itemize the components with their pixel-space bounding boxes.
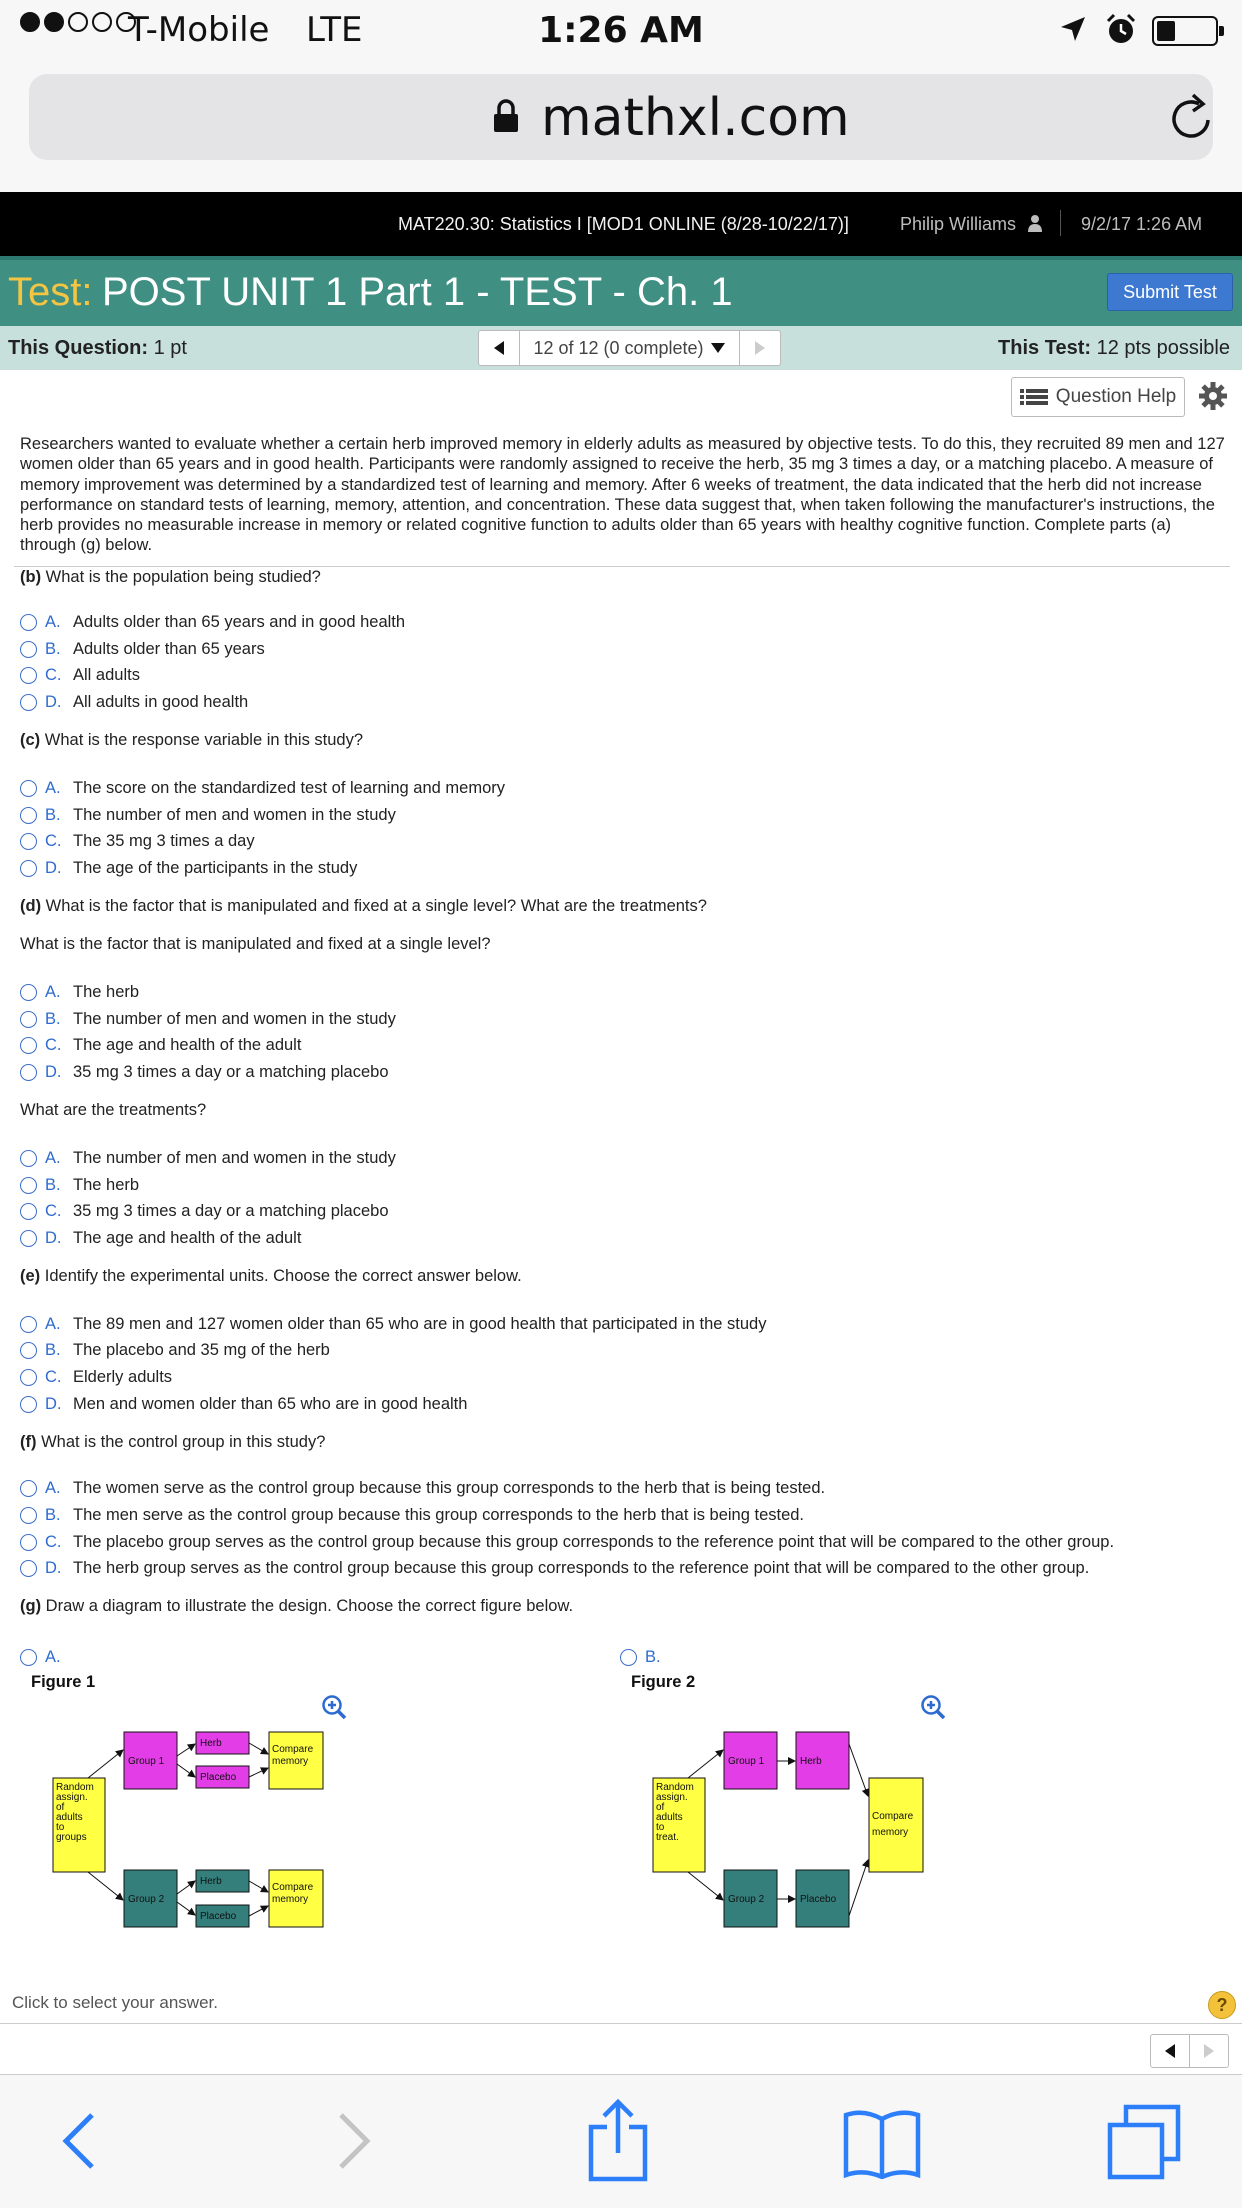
radio-button [20, 1150, 37, 1167]
question-content [20, 434, 1225, 566]
part-d-subprompt-treatments: What are the treatments? [20, 1101, 207, 1119]
radio-button [20, 641, 37, 658]
next-question-button[interactable] [739, 330, 781, 366]
part-d-factor-option-a[interactable]: A. The herb [20, 983, 139, 1002]
radio-button [20, 1649, 37, 1666]
part-e-option-b[interactable]: B. The placebo and 35 mg of the herb [20, 1341, 330, 1360]
battery-icon [1152, 16, 1218, 46]
list-icon [1020, 387, 1050, 407]
previous-page-button[interactable] [1150, 2034, 1190, 2068]
part-d-factor-option-d[interactable]: D. 35 mg 3 times a day or a matching placebo [20, 1063, 389, 1082]
radio-button [20, 667, 37, 684]
test-prefix: Test: [8, 270, 93, 314]
figure-2-diagram [640, 1720, 940, 1940]
group-1-herb-label: Herb [200, 1738, 222, 1749]
radio-button [20, 1507, 37, 1524]
part-g-prompt: (g) Draw a diagram to illustrate the design. Choose the correct figure below. [20, 1597, 574, 1615]
radio-button [20, 984, 37, 1001]
part-d-treatment-option-d[interactable]: D. The age and health of the adult [20, 1229, 301, 1248]
share-icon[interactable] [587, 2099, 649, 2188]
group-1-label: Group 1 [728, 1756, 765, 1767]
radio-button [20, 1203, 37, 1220]
reload-icon[interactable] [1169, 92, 1215, 147]
figure-1-title: Figure 1 [31, 1673, 96, 1691]
part-c-option-b[interactable]: B. The number of men and women in the study [20, 806, 396, 825]
question-intro: Researchers wanted to evaluate whether a certain herb improved memory in elderly adults as measured by objective tests. To do this, they recruited 89 men and 127 women older than 65 years and in good health. Participants were randomly assigned to receive the herb, 35 mg 3 times a day, or a matching placebo. A measure of memory improvement was determined by a standardized test of learning and memory. After 6 weeks of treatment, the data indicated that the herb did not increase performance on standard tests of learning, memory, attention, and concentration. These data suggest that, when taken following the manufacturer's instructions, the herb provides no measurable increase in memory or related cognitive function to adults older than 65 years with healthy cognitive function. Complete parts (a) through (g) below. [20, 435, 1225, 555]
radio-button [20, 1342, 37, 1359]
radio-button [20, 833, 37, 850]
figure-2-title: Figure 2 [631, 1673, 696, 1691]
triangle-right-icon [1202, 2043, 1216, 2059]
question-help-button[interactable]: Question Help [1011, 377, 1185, 417]
compare-memory-box [869, 1778, 923, 1872]
radio-button [20, 1064, 37, 1081]
compare-memory-label-1: Compare memory [272, 1744, 314, 1767]
part-e-prompt: (e) Identify the experimental units. Choose the correct answer below. [20, 1267, 522, 1285]
radio-button [20, 1534, 37, 1551]
radio-button [20, 694, 37, 711]
group-2-label: Group 2 [728, 1894, 765, 1905]
part-d-treatment-option-b[interactable]: B. The herb [20, 1176, 139, 1195]
part-c-option-d[interactable]: D. The age of the participants in the study [20, 859, 357, 878]
radio-button [20, 1316, 37, 1333]
part-d-factor-option-c[interactable]: C. The age and health of the adult [20, 1036, 301, 1055]
test-points: This Test: 12 pts possible [998, 337, 1230, 359]
radio-button [20, 860, 37, 877]
radio-button [20, 1396, 37, 1413]
part-c-prompt: (c) What is the response variable in this study? [20, 731, 364, 749]
group-1-label: Group 1 [128, 1756, 165, 1767]
url-text: mathxl.com [541, 88, 850, 148]
part-b-option-b[interactable]: B. Adults older than 65 years [20, 640, 265, 659]
radio-button [20, 1480, 37, 1497]
part-e-option-a[interactable]: A. The 89 men and 127 women older than 65 who are in good health that participated in the study [20, 1315, 766, 1334]
part-f-option-a[interactable]: A. The women serve as the control group because this group corresponds to the herb that is being tested. [20, 1479, 825, 1498]
divider [1060, 210, 1061, 236]
part-d-factor-option-b[interactable]: B. The number of men and women in the study [20, 1010, 396, 1029]
triangle-left-icon [1163, 2043, 1177, 2059]
help-icon[interactable]: ? [1208, 1991, 1236, 2019]
question-nav-bar [0, 326, 1242, 370]
part-g-option-b[interactable]: B. [620, 1648, 673, 1667]
status-bar [0, 0, 1242, 62]
next-page-button[interactable] [1189, 2034, 1229, 2068]
gear-icon[interactable] [1198, 381, 1228, 416]
radio-button [20, 614, 37, 631]
radio-button [20, 1369, 37, 1386]
previous-question-button[interactable] [478, 330, 520, 366]
answer-hint: Click to select your answer. [12, 1993, 218, 2012]
compare-memory-label: Compare memory [872, 1811, 914, 1838]
status-time: 1:26 AM [538, 10, 704, 51]
triangle-right-icon [753, 340, 767, 356]
radio-button [20, 807, 37, 824]
user-name[interactable]: Philip Williams [900, 214, 1017, 234]
part-f-option-b[interactable]: B. The men serve as the control group because this group corresponds to the herb that is being tested. [20, 1506, 804, 1525]
test-title-bar [0, 256, 1242, 326]
divider [0, 2023, 1242, 2024]
group-1-placebo-label: Placebo [200, 1772, 237, 1783]
current-datetime: 9/2/17 1:26 AM [1081, 214, 1203, 234]
radio-button [20, 1560, 37, 1577]
part-b-prompt: (b) What is the population being studied? [20, 568, 321, 586]
tabs-icon[interactable] [1106, 2103, 1182, 2186]
random-assignment-label: Random assign. of adults to groups [56, 1782, 94, 1843]
part-c-option-a[interactable]: A. The score on the standardized test of learning and memory [20, 779, 505, 798]
alarm-clock-icon [1104, 12, 1138, 50]
part-d-subprompt-factor: What is the factor that is manipulated and fixed at a single level? [20, 935, 491, 953]
part-e-option-c[interactable]: C. Elderly adults [20, 1368, 172, 1387]
course-header [0, 192, 1242, 256]
part-f-option-c[interactable]: C. The placebo group serves as the control group because this group corresponds to the reference point that will be compared to the other group. [20, 1533, 1114, 1552]
user-icon [1027, 214, 1043, 237]
part-c-option-c[interactable]: C. The 35 mg 3 times a day [20, 832, 255, 851]
submit-test-button[interactable]: Submit Test [1107, 273, 1233, 311]
question-points: This Question: 1 pt [8, 337, 187, 359]
figure-1-diagram [40, 1720, 340, 1940]
herb-label: Herb [800, 1756, 822, 1767]
carrier-name: T-Mobile [128, 10, 270, 50]
radio-button [20, 780, 37, 797]
caret-down-icon [710, 342, 726, 354]
part-e-option-d[interactable]: D. Men and women older than 65 who are in good health [20, 1395, 467, 1414]
url-field[interactable] [29, 74, 1213, 160]
lock-icon [491, 98, 521, 139]
radio-button [20, 1011, 37, 1028]
radio-button [20, 1037, 37, 1054]
group-2-label: Group 2 [128, 1894, 165, 1905]
part-f-option-d[interactable]: D. The herb group serves as the control group because this group corresponds to the reference point that will be compared to the other group. [20, 1559, 1089, 1578]
random-assignment-label: Random assign. of adults to treat. [656, 1782, 694, 1843]
part-g-option-a[interactable]: A. [20, 1648, 73, 1667]
radio-button [20, 1230, 37, 1247]
part-b-option-c[interactable]: C. All adults [20, 666, 140, 685]
group-2-herb-label: Herb [200, 1876, 222, 1887]
browser-address-bar [0, 62, 1242, 192]
part-b-option-d[interactable]: D. All adults in good health [20, 693, 248, 712]
part-b-option-a[interactable]: A. Adults older than 65 years and in good health [20, 613, 405, 632]
group-2-placebo-label: Placebo [200, 1911, 237, 1922]
part-f-prompt: (f) What is the control group in this study? [20, 1433, 326, 1451]
question-selector-dropdown[interactable]: 12 of 12 (0 complete) [519, 330, 740, 366]
divider [14, 566, 1230, 567]
triangle-left-icon [492, 340, 506, 356]
radio-button [20, 1177, 37, 1194]
part-d-treatment-option-c[interactable]: C. 35 mg 3 times a day or a matching placebo [20, 1202, 389, 1221]
test-title: POST UNIT 1 Part 1 - TEST - Ch. 1 [102, 270, 733, 314]
compare-memory-label-2: Compare memory [272, 1882, 314, 1905]
network-type: LTE [306, 10, 363, 50]
bookmarks-icon[interactable] [842, 2107, 922, 2184]
part-d-prompt: (d) What is the factor that is manipulated and fixed at a single level? What are the treatments? [20, 897, 707, 915]
location-arrow-icon [1058, 14, 1088, 48]
browser-toolbar [0, 2074, 1242, 2208]
forward-icon[interactable] [335, 2105, 375, 2180]
placebo-label: Placebo [800, 1894, 837, 1905]
radio-button [620, 1649, 637, 1666]
part-d-treatment-option-a[interactable]: A. The number of men and women in the study [20, 1149, 396, 1168]
back-icon[interactable] [58, 2105, 98, 2180]
course-name[interactable]: MAT220.30: Statistics I [MOD1 ONLINE (8/28-10/22/17)] [398, 214, 849, 234]
